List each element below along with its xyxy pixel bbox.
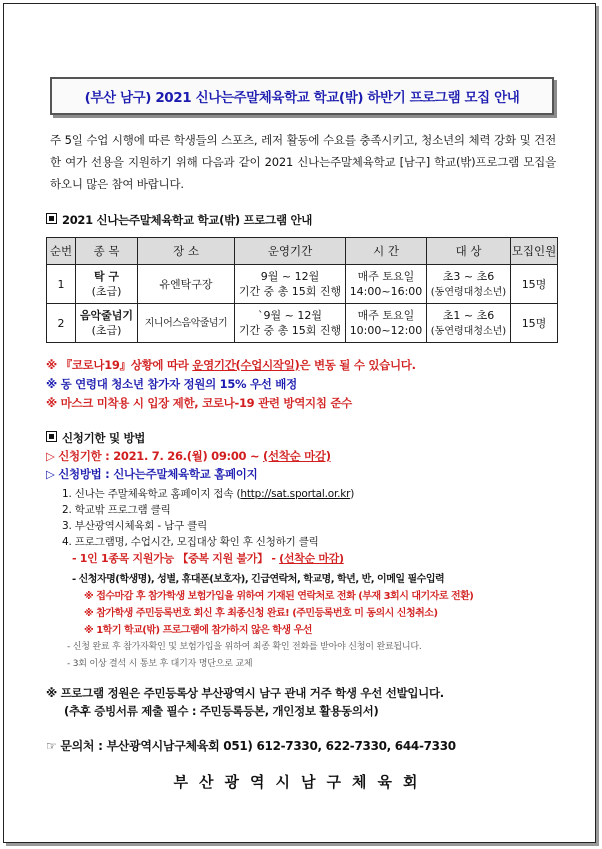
note-mask-rule: ※ 마스크 미착용 시 입장 제한, 코로나-19 관련 방역지침 준수 bbox=[46, 396, 352, 410]
organization-footer: 부산광역시남구체육회 bbox=[173, 773, 429, 791]
rule-required-fields: - 신청자명(학생명), 성별, 휴대폰(보호자), 긴급연락처, 학교명, 학년, 반, 이메일 필수입력 bbox=[72, 574, 445, 585]
page-title: (부산 남구) 2021 신나는주말체육학교 학교(밖) 하반기 프로그램 모집 안내 bbox=[84, 90, 520, 106]
section-apply-title: 신청기한 및 방법 bbox=[62, 431, 146, 445]
note-priority-quota: ※ 동 연령대 청소년 참가자 정원의 15% 우선 배정 bbox=[46, 377, 297, 391]
row-time: 매주 토요일 14:00~16:00 bbox=[346, 265, 427, 304]
apply-period: ▷ 신청기한 : 2021. 7. 26.(월) 09:00 ~ (선착순 마감) bbox=[46, 449, 331, 463]
rule-resident-number: ※ 참가학생 주민등록번호 회신 후 최종신청 완료! (주민등록번호 미 동의시 신청취소) bbox=[84, 608, 438, 619]
contact-info: ☞ 문의처 : 부산광역시남구체육회 051) 612-7330, 622-7330, 644-7330 bbox=[46, 739, 456, 753]
row-sport: 탁 구 (초급) bbox=[76, 265, 138, 304]
apply-step-1: 1. 신나는 주말체육학교 홈페이지 접속 (http://sat.sportal.or.kr) bbox=[62, 488, 355, 500]
row-target: 초3 ~ 초6 (동연령대청소년) bbox=[427, 265, 511, 304]
row-no: 1 bbox=[47, 265, 76, 304]
header-count: 모집인원 bbox=[511, 238, 558, 265]
note-confirm-call: - 신청 완료 후 참가자확인 및 보험가입을 위하여 최종 확인 전화를 받아야 신청이 완료됩니다. bbox=[67, 642, 422, 652]
table-header-row bbox=[47, 238, 558, 265]
row-period: `9월 ~ 12월 기간 중 총 15회 진행 bbox=[235, 304, 346, 343]
section-program-heading bbox=[46, 212, 312, 228]
section-program-title: 2021 신나는주말체육학교 학교(밖) 프로그램 안내 bbox=[62, 213, 313, 227]
table-row bbox=[47, 265, 558, 304]
header-period: 운영기간 bbox=[235, 238, 346, 265]
section-apply-heading bbox=[46, 430, 145, 446]
apply-step-2: 2. 학교밖 프로그램 클릭 bbox=[62, 504, 171, 516]
header-sport: 종 목 bbox=[76, 238, 138, 265]
apply-step-3: 3. 부산광역시체육회 - 남구 클릭 bbox=[62, 520, 208, 532]
note-absence: - 3회 이상 결석 시 통보 후 대기자 명단으로 교체 bbox=[67, 659, 253, 669]
square-bullet-icon bbox=[46, 431, 57, 442]
rule-first-semester: ※ 1학기 학교(밖) 프로그램에 참가하지 않은 학생 우선 bbox=[84, 625, 312, 636]
homepage-link[interactable]: http://sat.sportal.or.kr bbox=[240, 488, 351, 500]
row-sport: 음악줄넘기 (초급) bbox=[76, 304, 138, 343]
intro-paragraph: 주 5일 수업 시행에 따른 학생들의 스포츠, 레저 활동에 수요를 충족시키고, 청소년의 체력 강화 및 건전한 여가 선용을 지원하기 위해 다음과 같이 2021 신나는주말체육학교 [남구] 학교(밖)프로그램 모집을 하오니 많은 참여 바랍니다. bbox=[50, 133, 556, 191]
rule-one-sport: - 1인 1종목 지원가능 【중복 지원 불가】 - (선착순 마감) bbox=[72, 552, 344, 565]
header-target: 대 상 bbox=[427, 238, 511, 265]
row-count: 15명 bbox=[511, 304, 558, 343]
note-covid-schedule: ※ 『코로나19』상황에 따라 운영기간(수업시작일)은 변동 될 수 있습니다. bbox=[46, 358, 416, 372]
header-time: 시 간 bbox=[346, 238, 427, 265]
apply-method: ▷ 신청방법 : 신나는주말체육학교 홈페이지 bbox=[46, 467, 258, 481]
square-bullet-icon bbox=[46, 213, 57, 224]
row-place: 유엔탁구장 bbox=[138, 265, 235, 304]
table-row bbox=[47, 304, 558, 343]
row-period: 9월 ~ 12월 기간 중 총 15회 진행 bbox=[235, 265, 346, 304]
eligibility-line: ※ 프로그램 정원은 주민등록상 부산광역시 남구 관내 거주 학생 우선 선발입니다. bbox=[46, 686, 444, 700]
title-banner bbox=[50, 77, 554, 115]
row-no: 2 bbox=[47, 304, 76, 343]
program-table bbox=[46, 237, 558, 343]
row-count: 15명 bbox=[511, 265, 558, 304]
rule-insurance-call: ※ 접수마감 후 참가학생 보험가입을 위하여 기재된 연락처로 전화 (부재 3회시 대기자로 전환) bbox=[84, 591, 474, 602]
row-place: 지니어스음악줄넘기 bbox=[138, 304, 235, 343]
apply-step-4: 4. 프로그램명, 수업시간, 모집대상 확인 후 신청하기 클릭 bbox=[62, 536, 319, 548]
row-target: 초1 ~ 초6 (동연령대청소년) bbox=[427, 304, 511, 343]
row-time: 매주 토요일 10:00~12:00 bbox=[346, 304, 427, 343]
header-place: 장 소 bbox=[138, 238, 235, 265]
header-no: 순번 bbox=[47, 238, 76, 265]
eligibility-documents: (추후 증빙서류 제출 필수 : 주민등록등본, 개인정보 활용동의서) bbox=[64, 704, 379, 718]
